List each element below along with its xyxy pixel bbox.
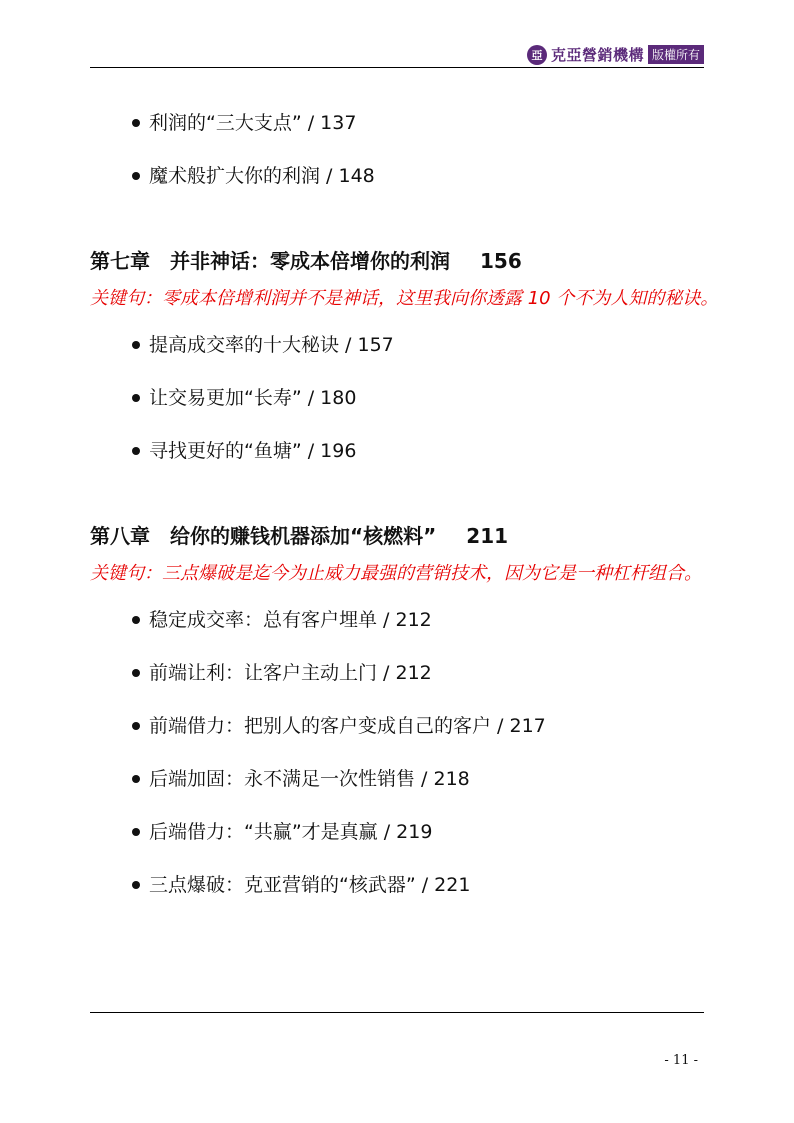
bullet-icon: [132, 616, 140, 624]
list-item-text: 魔术般扩大你的利润 / 148: [149, 165, 375, 187]
bullet-icon: [132, 172, 140, 180]
list-item: [90, 322, 704, 375]
list-item: [90, 756, 704, 809]
bullet-icon: [132, 722, 140, 730]
chapter-title: 第八章 给你的赚钱机器添加“核燃料”: [90, 524, 437, 548]
list-item-text: 让交易更加“长寿” / 180: [149, 387, 357, 409]
bullet-icon: [132, 394, 140, 402]
list-item-text: 前端借力：把别人的客户变成自己的客户 / 217: [149, 715, 546, 737]
list-item: [90, 650, 704, 703]
bullet-icon: [132, 447, 140, 455]
list-item: [90, 703, 704, 756]
page-number: - 11 -: [664, 1053, 698, 1068]
list-item-text: 后端加固：永不满足一次性销售 / 218: [149, 768, 470, 790]
key-sentence: 关键句：零成本倍增利润并不是神话，这里我向你透露 10 个不为人知的秘诀。: [90, 288, 719, 309]
list-item: [90, 809, 704, 862]
list-item-text: 提高成交率的十大秘诀 / 157: [149, 334, 394, 356]
list-item: [90, 100, 704, 153]
chapter-list: [90, 597, 704, 915]
bullet-icon: [132, 669, 140, 677]
copyright-badge: 版權所有: [648, 45, 704, 64]
logo-emblem-icon: 亞: [527, 45, 547, 65]
bullet-icon: [132, 775, 140, 783]
key-sentence: 关键句：三点爆破是迄今为止威力最强的营销技术，因为它是一种杠杆组合。: [90, 563, 702, 584]
list-item: [90, 597, 704, 650]
list-item-text: 稳定成交率：总有客户埋单 / 212: [149, 609, 432, 631]
bullet-icon: [132, 341, 140, 349]
toc-content: [90, 100, 719, 915]
chapter-page-number: 156: [480, 249, 522, 273]
chapter-title: 第七章 并非神话：零成本倍增你的利润: [90, 249, 450, 273]
brand-name: 克亞營銷機構: [550, 46, 644, 64]
chapter-page-number: 211: [466, 524, 509, 548]
list-item: [90, 375, 704, 428]
list-item: [90, 862, 704, 915]
list-item-text: 利润的“三大支点” / 137: [149, 112, 357, 134]
page-header: [90, 40, 704, 68]
list-item: [90, 428, 704, 481]
chapter-list: [90, 322, 704, 481]
footer-divider: [90, 1012, 704, 1013]
bullet-icon: [132, 119, 140, 127]
bullet-icon: [132, 828, 140, 836]
list-item-text: 前端让利：让客户主动上门 / 212: [149, 662, 432, 684]
list-item: [90, 153, 704, 206]
intro-list: [90, 100, 704, 206]
chapter-heading: [90, 521, 704, 551]
header-divider: [90, 67, 704, 68]
brand-logo: [527, 44, 704, 65]
list-item-text: 后端借力：“共赢”才是真赢 / 219: [149, 821, 433, 843]
bullet-icon: [132, 881, 140, 889]
list-item-text: 三点爆破：克亚营销的“核武器” / 221: [149, 874, 471, 896]
list-item-text: 寻找更好的“鱼塘” / 196: [149, 440, 357, 462]
chapter-heading: [90, 246, 704, 276]
